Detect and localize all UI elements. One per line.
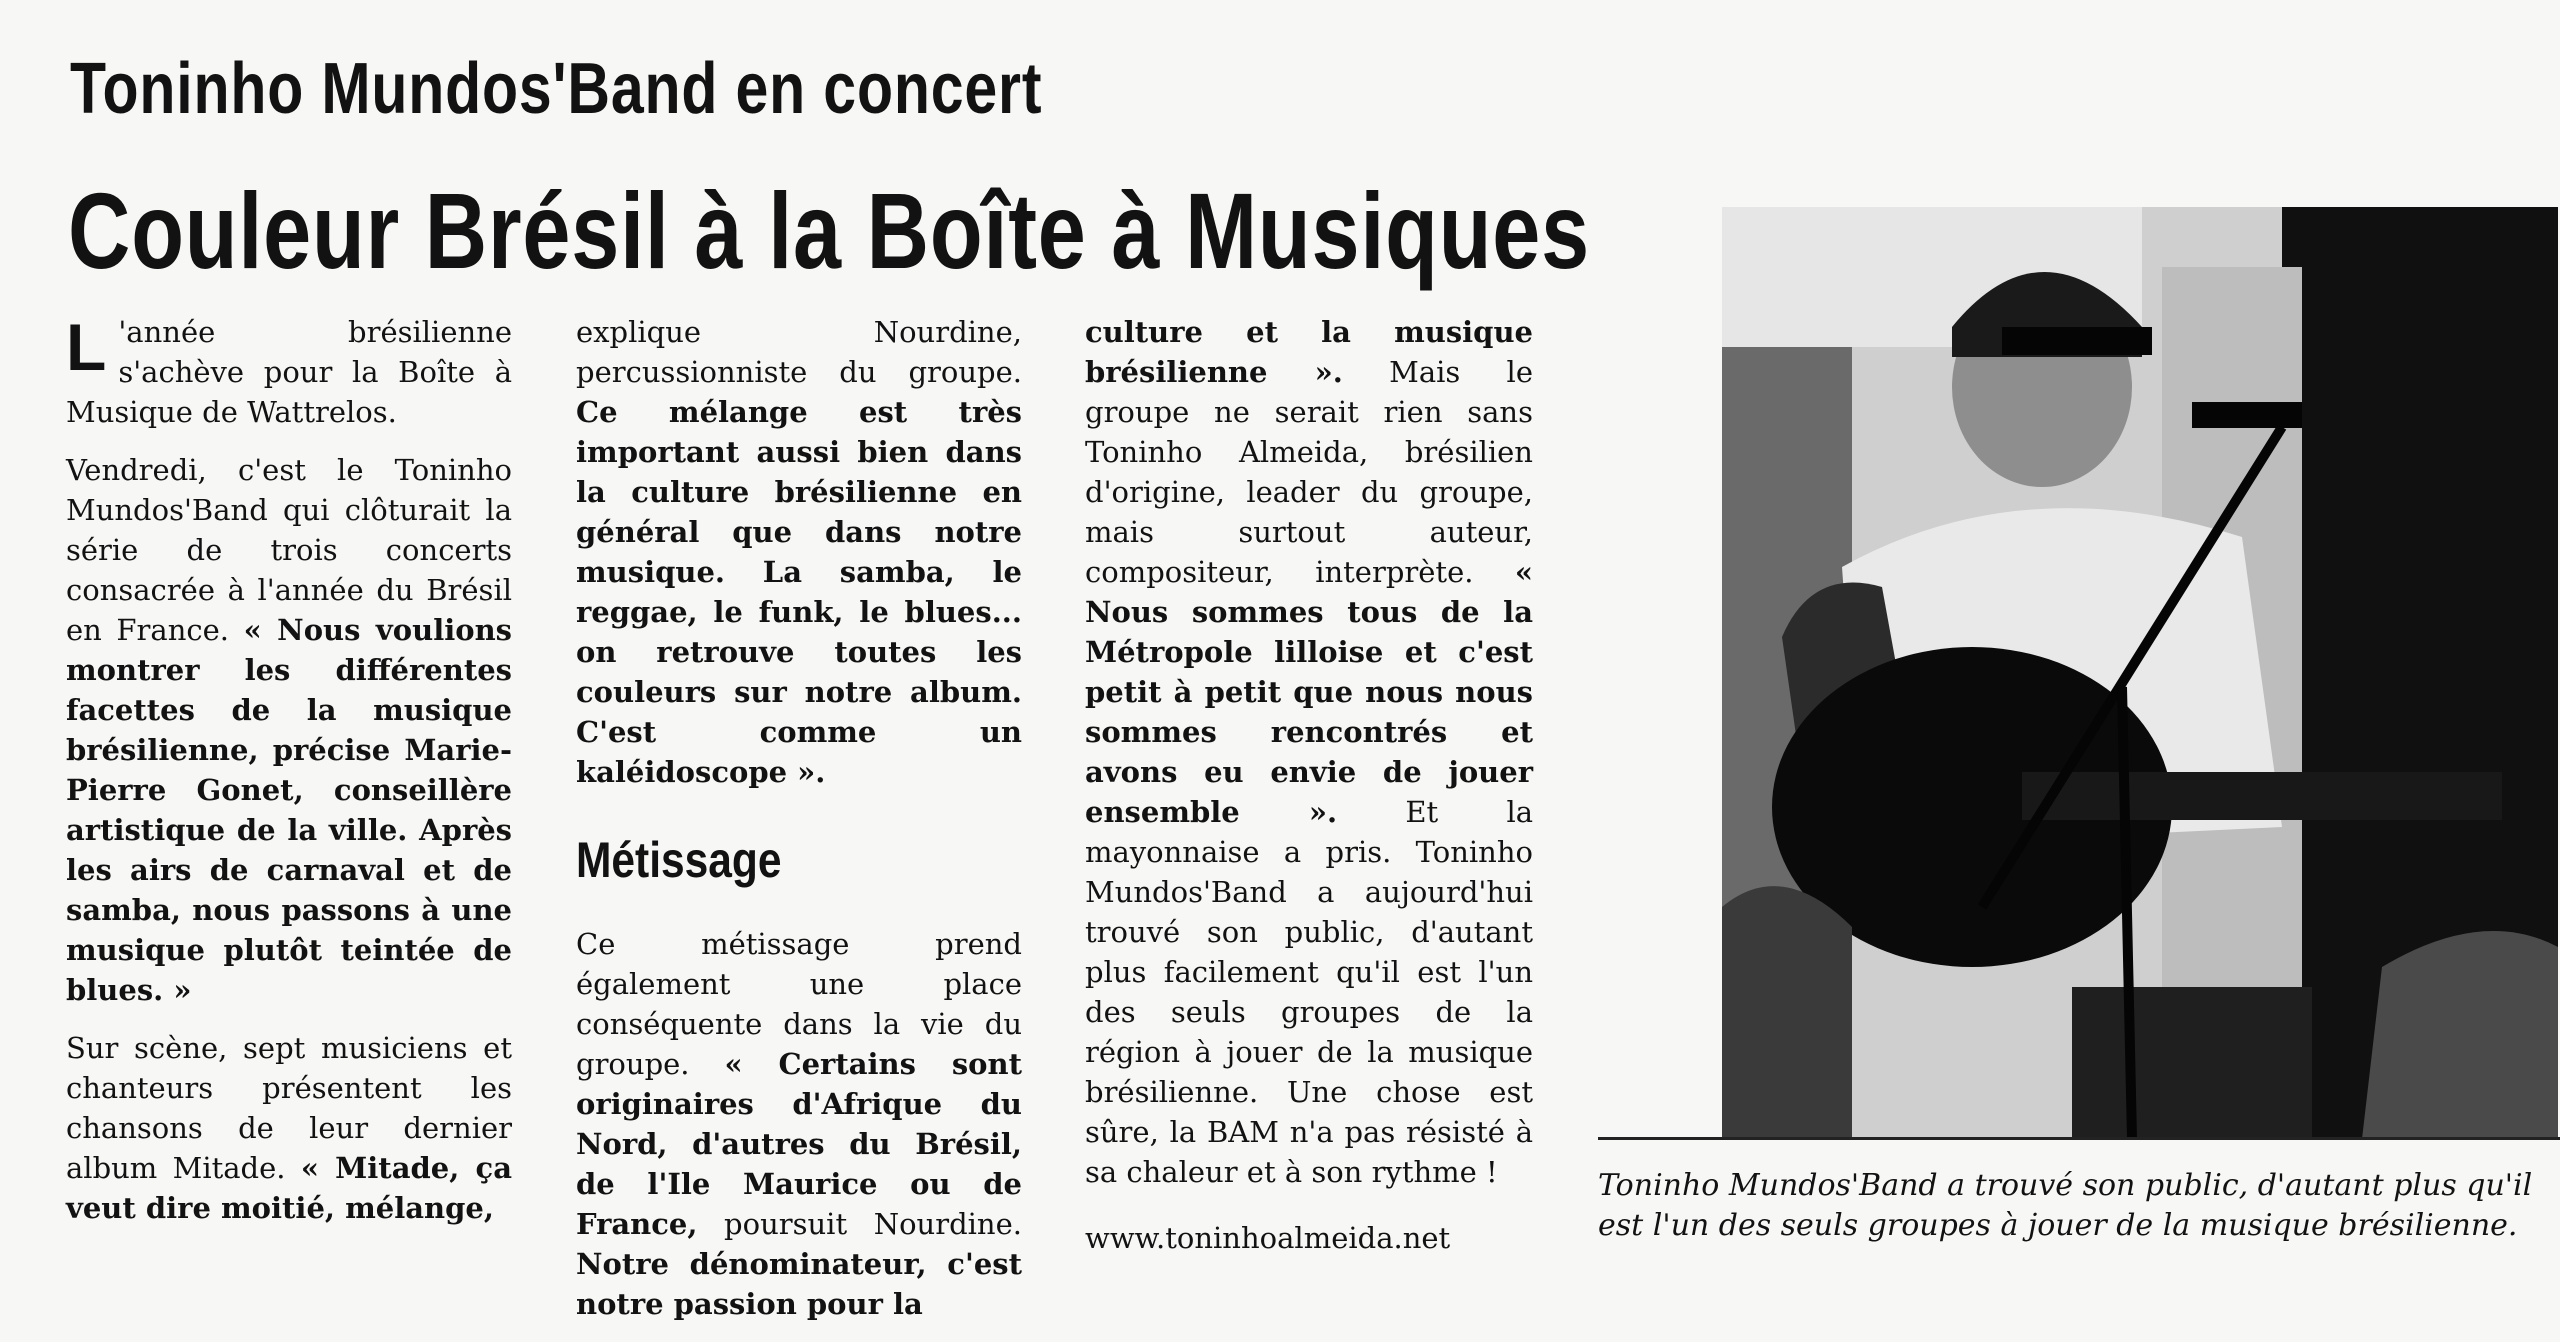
paragraph-intro — [66, 312, 512, 432]
metissage-attribution: poursuit Nourdine. — [697, 1207, 1022, 1241]
quote-metropole: « Nous sommes tous de la Métropole lilloise et c'est petit à petit que nous nous sommes rencontrés et avons eu envie de jouer ensemble ». — [1085, 555, 1533, 829]
guitarist-illustration — [1722, 207, 2558, 1139]
quote-gonet: « Nous voulions montrer les différentes facettes de la musique brésilienne, précise Marie-Pierre Gonet, conseillère artistique de la ville. Après les airs de carnaval et de samba, nous passons à une musique plutôt teintée de blues. » — [66, 613, 512, 1007]
caption-rule — [1598, 1137, 2560, 1140]
leader-text: Mais le groupe ne serait rien sans Toninho Almeida, brésilien d'origine, leader du groupe, mais surtout auteur, compositeur, interprète. — [1085, 355, 1533, 589]
paragraph-leader — [1085, 312, 1533, 1192]
column-1 — [66, 312, 512, 1246]
paragraph-concert — [66, 450, 512, 1010]
quote-nourdine: Ce mélange est très important aussi bien dans la culture brésilienne en général que dans notre musique. La samba, le reggae, le funk, le blues... on retrouve toutes les couleurs sur notre album. C'est comme un kaléidoscope ». — [576, 395, 1022, 789]
paragraph-nourdine — [576, 312, 1022, 792]
column-2 — [576, 312, 1022, 1342]
quote-origins: « Certains sont originaires d'Afrique du Nord, d'autres du Brésil, de l'Ile Maurice ou de France, — [576, 1047, 1022, 1241]
quote-mitade: « Mitade, ça veut dire moitié, mélange, — [66, 1151, 512, 1225]
photo-caption: Toninho Mundos'Band a trouvé son public, d'autant plus qu'il est l'un des seuls groupes à jouer de la musique brésilienne. — [1598, 1168, 2533, 1243]
paragraph-metissage — [576, 924, 1022, 1324]
drop-cap: L — [66, 310, 107, 384]
quote-culture: culture et la musique brésilienne ». — [1085, 315, 1533, 389]
column-3 — [1085, 312, 1533, 1276]
paragraph-stage — [66, 1028, 512, 1228]
concert-photo — [1722, 207, 2558, 1139]
article-kicker: Toninho Mundos'Band en concert — [70, 49, 1043, 129]
metissage-text: Ce métissage prend également une place conséquente dans la vie du groupe. — [576, 927, 1022, 1081]
stage-text: Sur scène, sept musiciens et chanteurs présentent les chansons de leur dernier album Mitade. — [66, 1031, 512, 1185]
quote-passion: Notre dénominateur, c'est notre passion pour la — [576, 1247, 1022, 1321]
conclusion-text: Et la mayonnaise a pris. Toninho Mundos'Band a aujourd'hui trouvé son public, d'autant plus facilement qu'il est l'un des seuls groupes de la région à jouer de la musique brésilienne. Une chose est sûre, la BAM n'a pas résisté à sa chaleur et à son rythme ! — [1085, 795, 1534, 1189]
website-link[interactable]: www.toninhoalmeida.net — [1085, 1221, 1451, 1255]
nourdine-text: explique Nourdine, percussionniste du groupe. — [576, 315, 1022, 389]
intro-text: 'année brésilienne s'achève pour la Boîte à Musique de Wattrelos. — [66, 315, 512, 429]
subheading-metissage: Métissage — [576, 832, 782, 888]
concert-text: Vendredi, c'est le Toninho Mundos'Band qui clôturait la série de trois concerts consacrée à l'année du Brésil en France. — [66, 453, 512, 647]
article-headline: Couleur Brésil à la Boîte à Musiques — [68, 170, 1590, 291]
